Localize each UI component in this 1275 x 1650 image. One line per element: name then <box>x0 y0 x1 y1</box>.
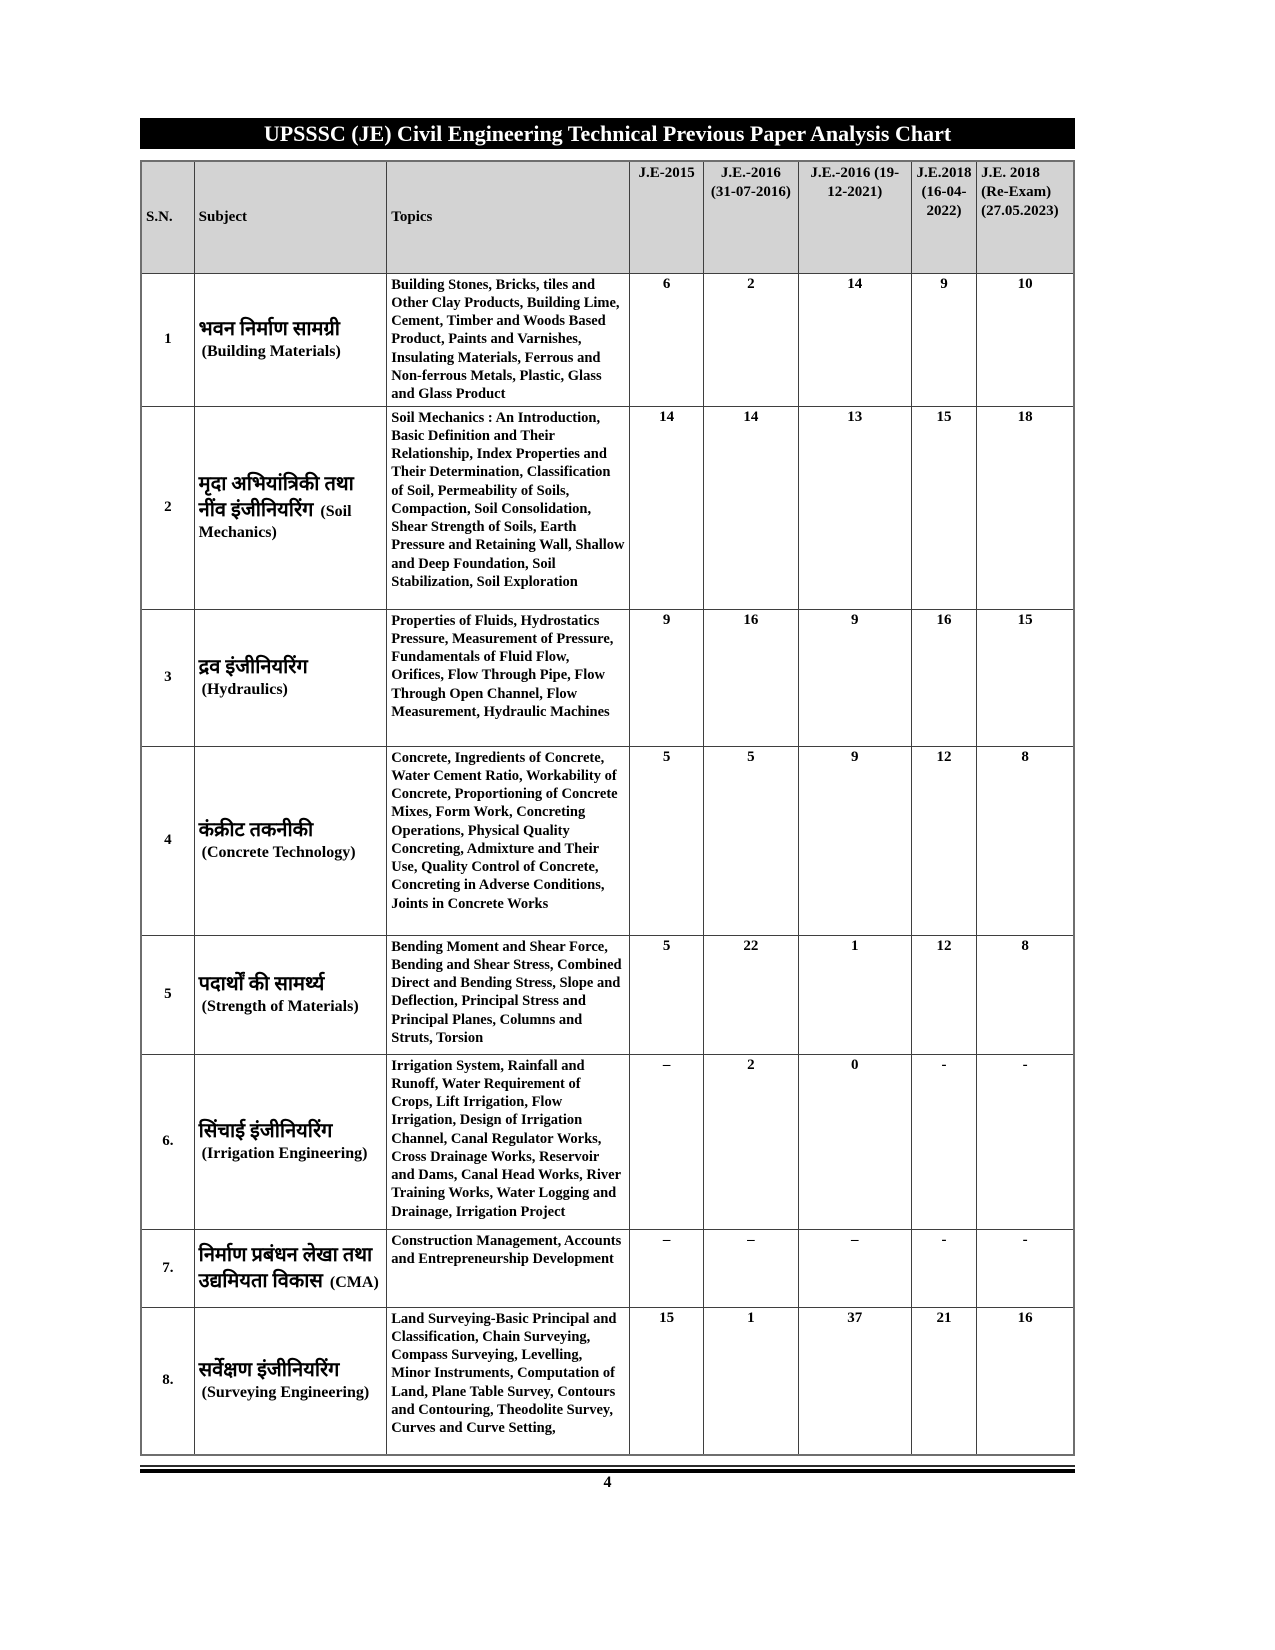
subject-cell <box>194 609 387 746</box>
count-je-2016-dec: 0 <box>798 1054 911 1229</box>
count-je-2018: 16 <box>911 609 976 746</box>
table-body <box>141 273 1074 1455</box>
table-row <box>141 1307 1074 1455</box>
table-row <box>141 273 1074 406</box>
count-je-2018-re-exam: - <box>977 1054 1074 1229</box>
serial-number-cell: 5 <box>141 935 194 1054</box>
page-content <box>140 118 1075 1492</box>
serial-number-cell: 6. <box>141 1054 194 1229</box>
count-je-2015: 15 <box>630 1307 704 1455</box>
title-bar <box>140 118 1075 149</box>
subject-hindi: सिंचाई इंजीनियरिंग <box>198 1120 333 1143</box>
serial-number-cell: 7. <box>141 1229 194 1307</box>
subject-hindi: सर्वेक्षण इंजीनियरिंग <box>198 1359 340 1382</box>
count-je-2016-jul: 2 <box>704 273 798 406</box>
count-je-2016-jul: 1 <box>704 1307 798 1455</box>
serial-number-cell: 3 <box>141 609 194 746</box>
topics-cell: Land Surveying-Basic Principal and Classification, Chain Surveying, Compass Surveying, Levelling, Minor Instruments, Computation of Land, Plane Table Survey, Contours and Contouring, Theodolite Survey, Curves and Curve Setting, <box>387 1307 630 1455</box>
count-je-2016-dec: 9 <box>798 609 911 746</box>
subject-english: (Hydraulics) <box>201 681 288 699</box>
footer-rule <box>140 1465 1075 1473</box>
count-je-2016-jul: 2 <box>704 1054 798 1229</box>
subject-english: (Concrete Technology) <box>201 844 356 862</box>
subject-english: (Irrigation Engineering) <box>201 1145 368 1163</box>
subject-english: (CMA) <box>329 1274 379 1291</box>
subject-cell <box>194 1054 387 1229</box>
table-row <box>141 1229 1074 1307</box>
subject-cell <box>194 406 387 609</box>
count-je-2016-jul: – <box>704 1229 798 1307</box>
count-je-2018-re-exam: - <box>977 1229 1074 1307</box>
count-je-2016-jul: 5 <box>704 746 798 935</box>
topics-cell: Bending Moment and Shear Force, Bending and Shear Stress, Combined Direct and Bending Stress, Slope and Deflection, Principal Stress and Principal Planes, Columns and Struts, Torsion <box>387 935 630 1054</box>
count-je-2015: 5 <box>630 935 704 1054</box>
subject-hindi: मृदा अभियांत्रिकी तथा नींव इंजीनियरिंग <box>198 473 354 522</box>
count-je-2015: 9 <box>630 609 704 746</box>
count-je-2016-jul: 22 <box>704 935 798 1054</box>
serial-number-cell: 4 <box>141 746 194 935</box>
count-je-2015: – <box>630 1054 704 1229</box>
page-number: 4 <box>603 1474 612 1491</box>
subject-english: (Soil Mechanics) <box>198 503 352 542</box>
subject-cell <box>194 273 387 406</box>
subject-cell <box>194 1229 387 1307</box>
subject-hindi: द्रव इंजीनियरिंग <box>198 656 308 679</box>
count-je-2018-re-exam: 16 <box>977 1307 1074 1455</box>
topics-cell: Properties of Fluids, Hydrostatics Pressure, Measurement of Pressure, Fundamentals of Fluid Flow, Orifices, Flow Through Pipe, Flow Through Open Channel, Flow Measurement, Hydraulic Machines <box>387 609 630 746</box>
count-je-2015: 6 <box>630 273 704 406</box>
count-je-2016-dec: 9 <box>798 746 911 935</box>
count-je-2018: - <box>911 1054 976 1229</box>
table-row <box>141 746 1074 935</box>
count-je-2016-dec: 1 <box>798 935 911 1054</box>
subject-hindi: कंक्रीट तकनीकी <box>198 819 314 842</box>
subject-cell <box>194 1307 387 1455</box>
subject-cell <box>194 935 387 1054</box>
count-je-2018-re-exam: 8 <box>977 746 1074 935</box>
count-je-2016-jul: 14 <box>704 406 798 609</box>
count-je-2015: 5 <box>630 746 704 935</box>
header-row <box>141 161 1074 273</box>
count-je-2018: 12 <box>911 935 976 1054</box>
table-row <box>141 609 1074 746</box>
serial-number-cell: 1 <box>141 273 194 406</box>
table-row <box>141 1054 1074 1229</box>
subject-hindi: भवन निर्माण सामग्री <box>198 318 340 341</box>
header-sn: S.N. <box>141 161 194 273</box>
count-je-2016-dec: 13 <box>798 406 911 609</box>
topics-cell: Irrigation System, Rainfall and Runoff, Water Requirement of Crops, Lift Irrigation, Flow Irrigation, Design of Irrigation Channel, Canal Regulator Works, Cross Drainage Works, Reservoir and Dams, Canal Head Works, River Training Works, Water Logging and Drainage, Irrigation Project <box>387 1054 630 1229</box>
subject-hindi: पदार्थों की सामर्थ्य <box>198 973 325 996</box>
header-je-2015: J.E-2015 <box>630 161 704 273</box>
table-row <box>141 935 1074 1054</box>
topics-cell: Concrete, Ingredients of Concrete, Water Cement Ratio, Workability of Concrete, Proportioning of Concrete Mixes, Form Work, Concreting Operations, Physical Quality Concreting, Admixture and Their Use, Quality Control of Concrete, Concreting in Adverse Conditions, Joints in Concrete Works <box>387 746 630 935</box>
header-je-2016-dec: J.E.-2016 (19-12-2021) <box>798 161 911 273</box>
topics-cell: Soil Mechanics : An Introduction, Basic Definition and Their Relationship, Index Properties and Their Determination, Classification of Soil, Permeability of Soils, Compaction, Soil Consolidation, Shear Strength of Soils, Earth Pressure and Retaining Wall, Shallow and Deep Foundation, Soil Stabilization, Soil Exploration <box>387 406 630 609</box>
count-je-2015: 14 <box>630 406 704 609</box>
count-je-2016-dec: 14 <box>798 273 911 406</box>
count-je-2018: 12 <box>911 746 976 935</box>
count-je-2018: 15 <box>911 406 976 609</box>
header-je-2018-re-exam: J.E. 2018 (Re-Exam) (27.05.2023) <box>977 161 1074 273</box>
subject-english: (Surveying Engineering) <box>201 1384 370 1402</box>
count-je-2016-dec: – <box>798 1229 911 1307</box>
serial-number-cell: 8. <box>141 1307 194 1455</box>
count-je-2018-re-exam: 8 <box>977 935 1074 1054</box>
topics-cell: Construction Management, Accounts and Entrepreneurship Development <box>387 1229 630 1307</box>
table-row <box>141 406 1074 609</box>
count-je-2015: – <box>630 1229 704 1307</box>
count-je-2016-dec: 37 <box>798 1307 911 1455</box>
count-je-2018-re-exam: 18 <box>977 406 1074 609</box>
header-topics: Topics <box>387 161 630 273</box>
subject-hindi: निर्माण प्रबंधन लेखा तथा उद्यमियता विकास <box>198 1244 373 1292</box>
analysis-table <box>140 160 1075 1456</box>
count-je-2018: 9 <box>911 273 976 406</box>
page-title: UPSSSC (JE) Civil Engineering Technical Previous Paper Analysis Chart <box>263 121 952 146</box>
subject-cell <box>194 746 387 935</box>
serial-number-cell: 2 <box>141 406 194 609</box>
count-je-2018: 21 <box>911 1307 976 1455</box>
header-je-2016-jul: J.E.-2016 (31-07-2016) <box>704 161 798 273</box>
count-je-2018: - <box>911 1229 976 1307</box>
count-je-2018-re-exam: 15 <box>977 609 1074 746</box>
topics-cell: Building Stones, Bricks, tiles and Other Clay Products, Building Lime, Cement, Timber and Woods Based Product, Paints and Varnishes, Insulating Materials, Ferrous and Non-ferrous Metals, Plastic, Glass and Glass Product <box>387 273 630 406</box>
count-je-2018-re-exam: 10 <box>977 273 1074 406</box>
header-subject: Subject <box>194 161 387 273</box>
count-je-2016-jul: 16 <box>704 609 798 746</box>
subject-english: (Strength of Materials) <box>201 998 359 1016</box>
subject-english: (Building Materials) <box>201 343 341 361</box>
header-je-2018: J.E.2018 (16-04-2022) <box>911 161 976 273</box>
